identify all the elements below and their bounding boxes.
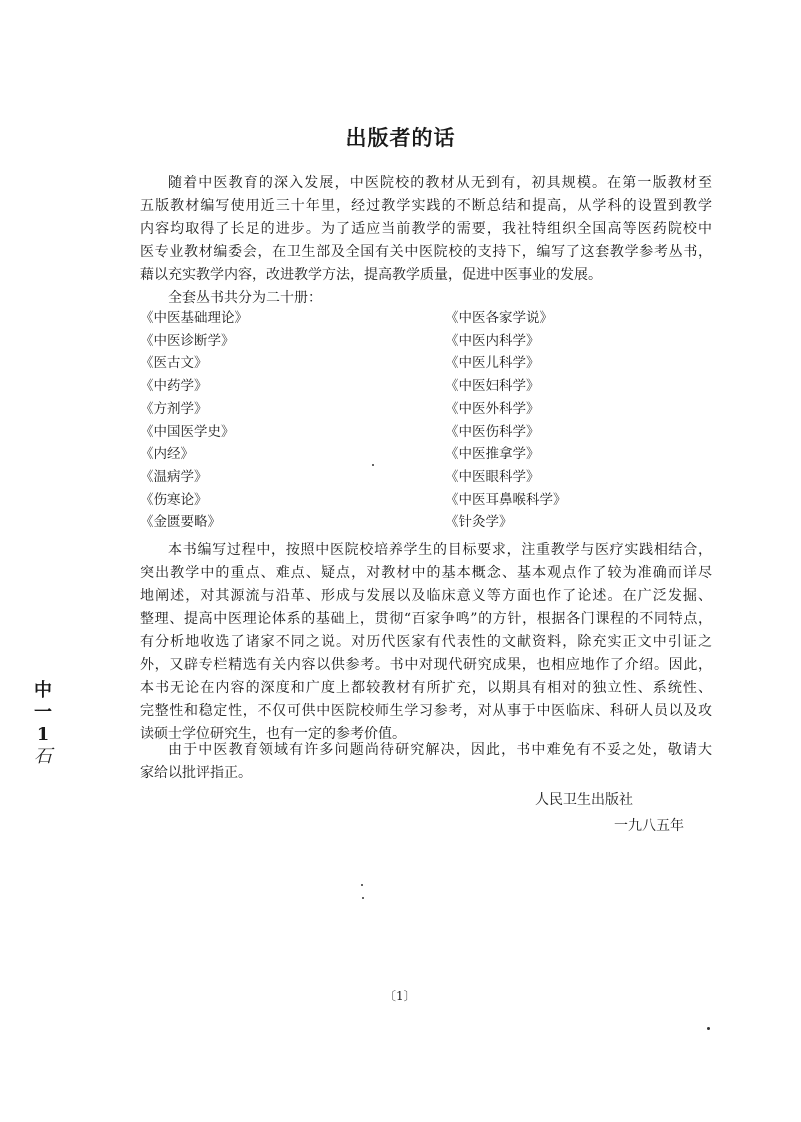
text-line: 读硕士学位研究生，也有一定的参考价值。 (140, 726, 406, 742)
margin-char: 一 (34, 702, 52, 723)
scan-speck (362, 897, 364, 899)
book-title: 《中国医学史》 (140, 423, 235, 440)
scan-speck (361, 884, 363, 886)
text-line: 家给以批评指正。 (140, 764, 252, 781)
text-line: 外，又辟专栏精选有关内容以供参考。书中对现代研究成果，也相应地作了介绍。因此， (140, 657, 712, 673)
page-number: 〔1〕 (384, 989, 416, 1003)
book-title: 《中医伤科学》 (445, 423, 540, 440)
book-title: 《中医内科学》 (445, 332, 540, 349)
book-title: 《中医各家学说》 (445, 310, 553, 326)
publication-date: 一九八五年 (614, 818, 684, 834)
book-title: 《中医眼科学》 (445, 468, 540, 485)
book-title: 《金匮要略》 (140, 514, 221, 531)
book-title: 《中医外科学》 (445, 400, 540, 417)
text-line: 五版教材编写使用近三十年里，经过教学实践的不断总结和提高，从学科的设置到教学 (140, 198, 712, 214)
text-line: 内容均取得了长足的进步。为了适应当前教学的需要，我社特组织全国高等医药院校中 (140, 221, 712, 237)
series-intro: 全套丛书共分为二十册： (168, 290, 322, 306)
book-title: 《中医耳鼻喉科学》 (445, 491, 567, 508)
text-line: 地阐述，对其源流与沿革、形成与发展以及临床意义等方面也作了论述。在广泛发掘、 (140, 588, 712, 604)
book-title: 《方剂学》 (140, 400, 208, 417)
book-title: 《伤寒论》 (140, 491, 208, 508)
text-line: 完整性和稳定性，不仅可供中医院校师生学习参考，对从事于中医临床、科研人员以及攻 (140, 703, 712, 719)
text-line: 医专业教材编委会，在卫生部及全国有关中医院校的支持下，编写了这套教学参考丛书， (140, 244, 712, 260)
text-line: 本书编写过程中，按照中医院校培养学生的目标要求，注重教学与医疗实践相结合， (168, 542, 712, 558)
text-line: 突出教学中的重点、难点、疑点，对教材中的基本概念、基本观点作了较为准确而详尽 (140, 565, 712, 581)
book-title: 《中医推拿学》 (445, 446, 540, 463)
book-title: 《中医儿科学》 (445, 355, 540, 372)
book-title: 《中医基础理论》 (140, 310, 248, 326)
margin-note (32, 680, 54, 768)
book-title: 《中药学》 (140, 378, 208, 395)
book-title: 《内经》 (140, 446, 194, 463)
text-line: 由于中医教育领域有许多问题尚待研究解决，因此，书中难免有不妥之处，敬请大 (168, 742, 712, 758)
scan-speck (707, 1027, 710, 1030)
book-title: 《医古文》 (140, 355, 208, 372)
book-title: 《针灸学》 (445, 514, 513, 531)
page-title: 出版者的话 (345, 125, 456, 150)
text-line: 随着中医教育的深入发展，中医院校的教材从无到有，初具规模。在第一版教材至 (168, 175, 712, 191)
text-line: 整理、提高中医理论体系的基础上，贯彻“百家争鸣”的方针，根据各门课程的不同特点， (140, 611, 712, 627)
book-title: 《中医诊断学》 (140, 332, 235, 349)
text-line: 本书无论在内容的深度和广度上都较教材有所扩充，以期具有相对的独立性、系统性、 (140, 680, 712, 696)
book-title: 《温病学》 (140, 468, 208, 485)
book-title: 《中医妇科学》 (445, 378, 540, 395)
margin-char: 1 (36, 724, 50, 745)
scan-speck (372, 464, 374, 466)
publisher-name: 人民卫生出版社 (535, 792, 633, 808)
margin-char: 石 (34, 746, 52, 767)
text-line: 藉以充实教学内容，改进教学方法，提高教学质量，促进中医事业的发展。 (140, 267, 602, 283)
margin-char: 中 (34, 680, 52, 701)
text-line: 有分析地收选了诸家不同之说。对历代医家有代表性的文献资料，除充实正文中引证之 (140, 634, 712, 650)
